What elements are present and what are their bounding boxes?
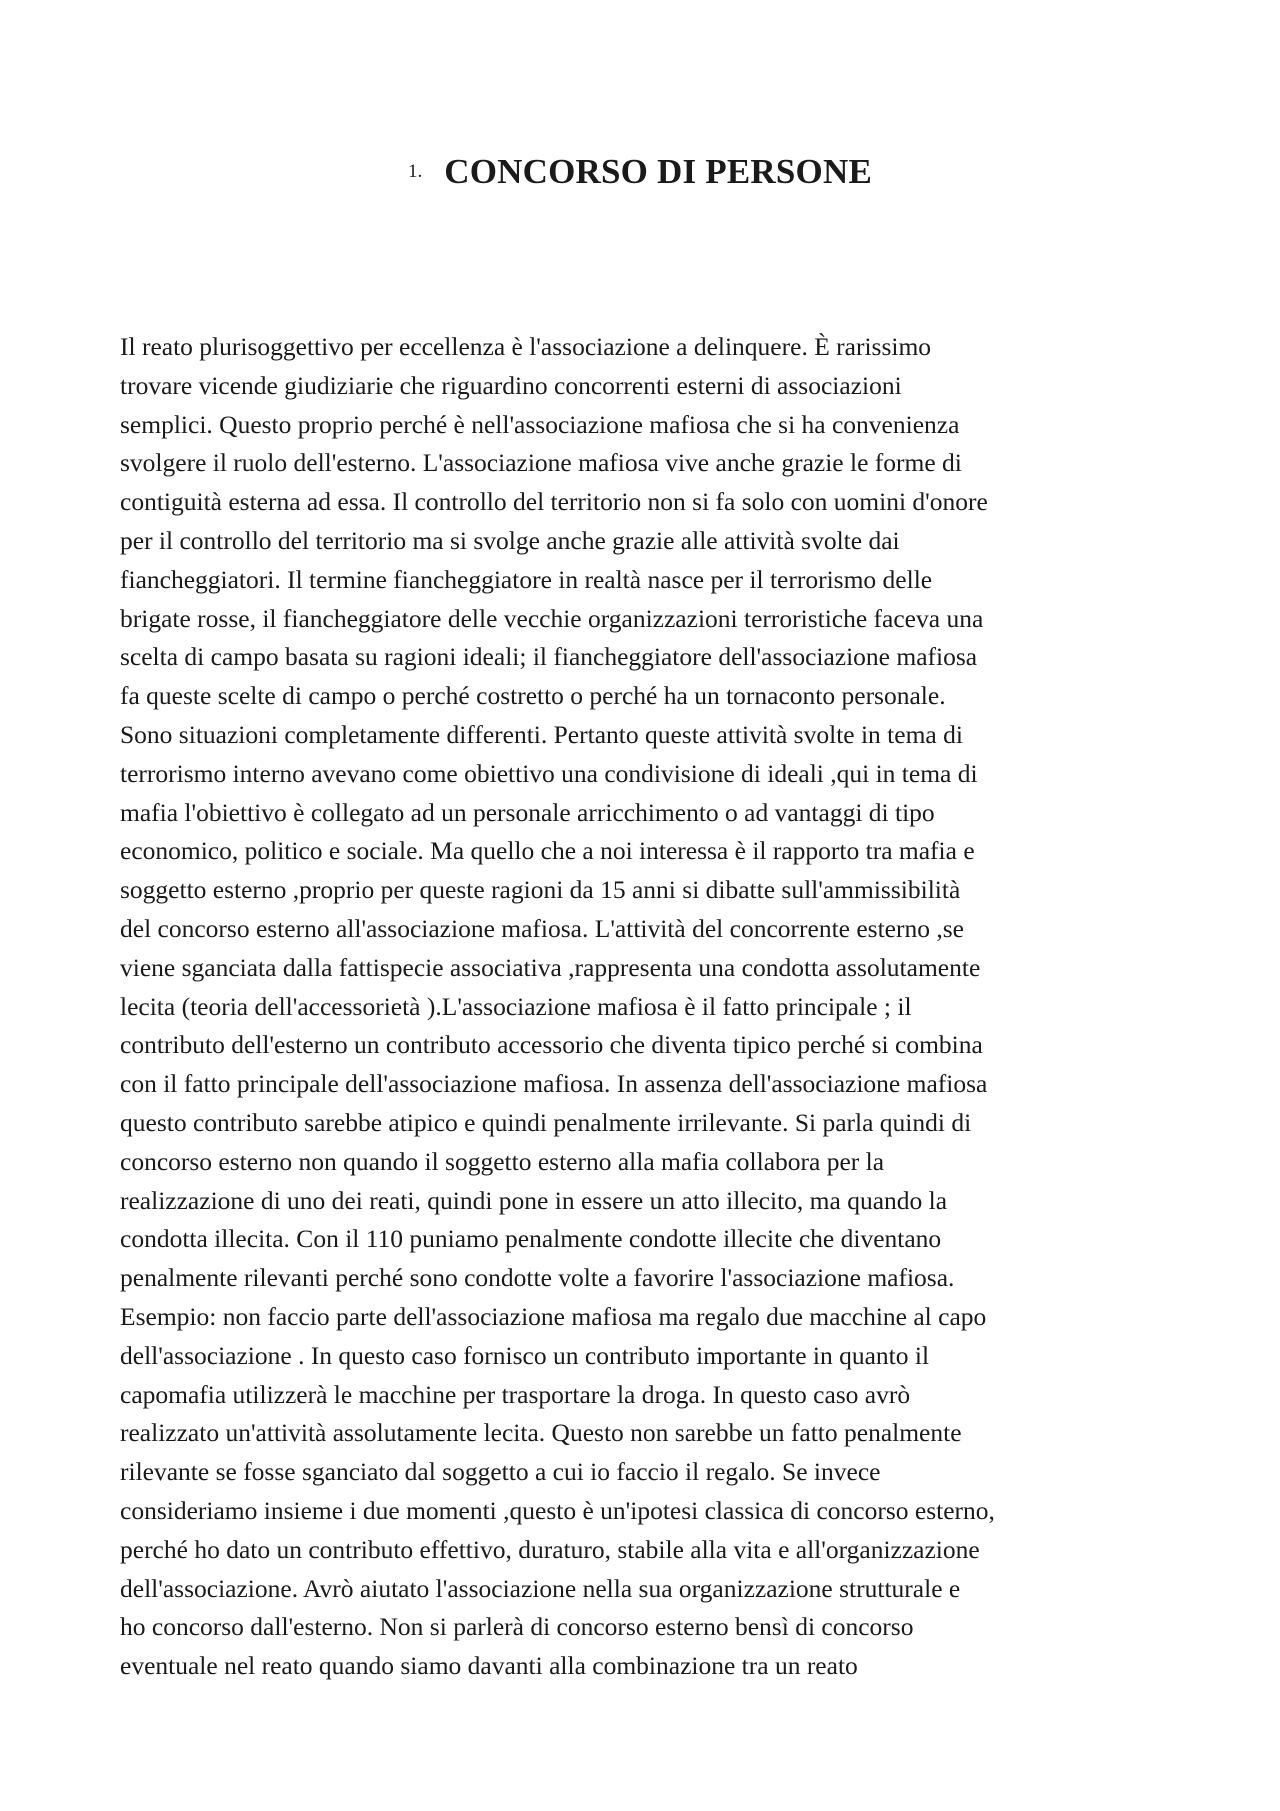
text-line: scelta di campo basata su ragioni ideali; il fiancheggiatore dell'associazione mafiosa [120, 642, 978, 672]
text-line: semplici. Questo proprio perché è nell'associazione mafiosa che si ha convenienza [120, 409, 960, 439]
text-line: eventuale nel reato quando siamo davanti alla combinazione tra un reato [120, 1651, 858, 1681]
text-line: realizzazione di uno dei reati, quindi pone in essere un atto illecito, ma quando la [120, 1185, 948, 1215]
section-title: CONCORSO DI PERSONE [444, 152, 872, 191]
text-line: dell'associazione. Avrò aiutato l'associazione nella sua organizzazione strutturale e [120, 1573, 961, 1603]
text-line: viene sganciata dalla fattispecie associativa ,rappresenta una condotta assolutamente [120, 952, 981, 982]
text-line: del concorso esterno all'associazione mafiosa. L'attività del concorrente esterno ,se [120, 913, 964, 943]
text-line: concorso esterno non quando il soggetto esterno alla mafia collabora per la [120, 1146, 885, 1176]
body-paragraph [120, 328, 1170, 1686]
text-line: realizzato un'attività assolutamente lecita. Questo non sarebbe un fatto penalmente [120, 1418, 962, 1448]
text-line: fa queste scelte di campo o perché costretto o perché ha un tornaconto personale. [120, 681, 946, 711]
text-line: per il controllo del territorio ma si svolge anche grazie alle attività svolte dai [120, 525, 900, 555]
section-number: 1. [408, 161, 423, 182]
text-line: questo contributo sarebbe atipico e quindi penalmente irrilevante. Si parla quindi di [120, 1107, 972, 1137]
text-line: soggetto esterno ,proprio per queste ragioni da 15 anni si dibatte sull'ammissibilità [120, 875, 961, 905]
text-line: lecita (teoria dell'accessorietà ).L'associazione mafiosa è il fatto principale ; il [120, 991, 912, 1021]
text-line: con il fatto principale dell'associazione mafiosa. In assenza dell'associazione mafiosa [120, 1069, 988, 1099]
text-line: rilevante se fosse sganciato dal soggetto a cui io faccio il regalo. Se invece [120, 1457, 881, 1487]
text-line: fiancheggiatori. Il termine fiancheggiatore in realtà nasce per il terrorismo delle [120, 564, 933, 594]
text-line: perché ho dato un contributo effettivo, duraturo, stabile alla vita e all'organizzazione [120, 1534, 980, 1564]
text-line: Il reato plurisoggettivo per eccellenza è l'associazione a delinquere. È rarissimo [120, 332, 932, 361]
text-line: svolgere il ruolo dell'esterno. L'associazione mafiosa vive anche grazie le forme di [120, 448, 962, 478]
text-line: condotta illecita. Con il 110 puniamo penalmente condotte illecite che diventano [120, 1224, 942, 1254]
text-line: capomafia utilizzerà le macchine per trasportare la droga. In questo caso avrò [120, 1379, 911, 1409]
text-line: ho concorso dall'esterno. Non si parlerà di concorso esterno bensì di concorso [120, 1612, 914, 1642]
text-line: trovare vicende giudiziarie che riguardino concorrenti esterni di associazioni [120, 370, 902, 400]
text-line: penalmente rilevanti perché sono condotte volte a favorire l'associazione mafiosa. [120, 1263, 955, 1293]
text-line: contiguità esterna ad essa. Il controllo del territorio non si fa solo con uomini d'onore [120, 487, 988, 517]
text-line: Sono situazioni completamente differenti. Pertanto queste attività svolte in tema di [120, 719, 963, 749]
text-line: dell'associazione . In questo caso fornisco un contributo importante in quanto il [120, 1340, 930, 1370]
text-line: economico, politico e sociale. Ma quello che a noi interessa è il rapporto tra mafia e [120, 836, 975, 866]
text-line: brigate rosse, il fiancheggiatore delle vecchie organizzazioni terroristiche faceva una [120, 603, 984, 633]
text-line: consideriamo insieme i due momenti ,questo è un'ipotesi classica di concorso esterno, [120, 1495, 995, 1525]
text-line: Esempio: non faccio parte dell'associazione mafiosa ma regalo due macchine al capo [120, 1301, 987, 1331]
text-line: terrorismo interno avevano come obiettivo una condivisione di ideali ,qui in tema di [120, 758, 978, 788]
text-line: contributo dell'esterno un contributo accessorio che diventa tipico perché si combina [120, 1030, 983, 1060]
section-heading [0, 152, 1280, 192]
text-line: mafia l'obiettivo è collegato ad un personale arricchimento o ad vantaggi di tipo [120, 797, 935, 827]
